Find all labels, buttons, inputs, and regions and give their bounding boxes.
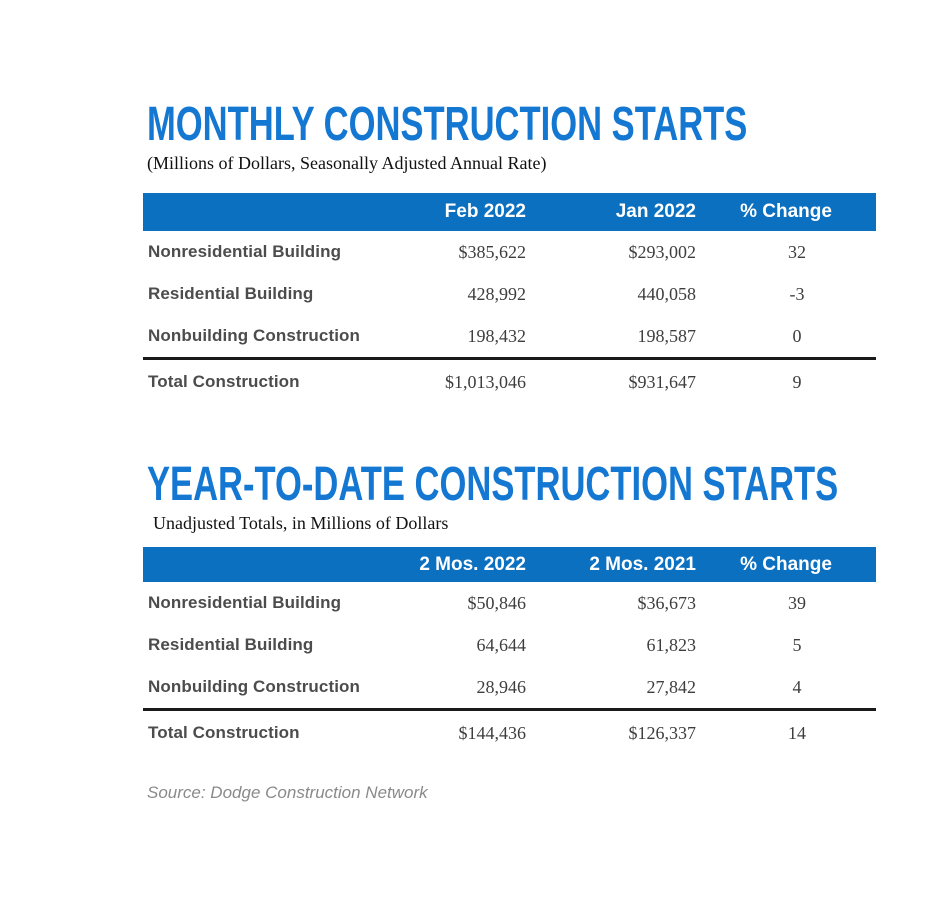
column-header-2mos-2022: 2 Mos. 2022 bbox=[419, 553, 526, 575]
jan-2022-value: 198,587 bbox=[637, 325, 696, 346]
table-row bbox=[143, 231, 876, 273]
pct-change-total: 14 bbox=[788, 722, 806, 743]
row-label: Nonresidential Building bbox=[148, 242, 342, 261]
2mos-2022-value: 28,946 bbox=[476, 676, 526, 697]
pct-change-value: 0 bbox=[792, 325, 802, 346]
table-row bbox=[143, 666, 876, 708]
column-header-pct-change: % Change bbox=[740, 553, 832, 575]
feb-2022-value: $385,622 bbox=[458, 241, 526, 262]
source-attribution: Source: Dodge Construction Network bbox=[147, 783, 428, 802]
row-label: Nonbuilding Construction bbox=[148, 326, 361, 345]
2mos-2022-value: 64,644 bbox=[476, 634, 526, 655]
jan-2022-value: 440,058 bbox=[637, 283, 696, 304]
monthly-title: MONTHLY CONSTRUCTION STARTS bbox=[147, 98, 748, 151]
2mos-2022-value: $50,846 bbox=[467, 592, 526, 613]
ytd-starts-section bbox=[143, 460, 903, 755]
report-page bbox=[143, 0, 903, 803]
monthly-table-header bbox=[143, 193, 876, 231]
row-label: Residential Building bbox=[148, 284, 314, 303]
pct-change-value: -3 bbox=[789, 283, 805, 304]
ytd-subtitle: Unadjusted Totals, in Millions of Dollars bbox=[153, 513, 449, 533]
pct-change-value: 39 bbox=[788, 592, 806, 613]
2mos-2021-total: $126,337 bbox=[628, 722, 696, 743]
monthly-starts-section bbox=[143, 100, 903, 404]
feb-2022-total: $1,013,046 bbox=[445, 371, 526, 392]
ytd-title: YEAR-TO-DATE CONSTRUCTION STARTS bbox=[147, 458, 839, 511]
ytd-table bbox=[143, 547, 876, 755]
feb-2022-value: 198,432 bbox=[467, 325, 526, 346]
table-row bbox=[143, 582, 876, 624]
row-label: Residential Building bbox=[148, 635, 314, 654]
2mos-2021-value: 61,823 bbox=[646, 634, 696, 655]
2mos-2022-total: $144,436 bbox=[458, 722, 526, 743]
row-label: Nonbuilding Construction bbox=[148, 677, 361, 696]
column-header-pct-change: % Change bbox=[740, 201, 832, 222]
table-row bbox=[143, 273, 876, 315]
total-label: Total Construction bbox=[148, 372, 300, 391]
jan-2022-total: $931,647 bbox=[628, 371, 696, 392]
total-label: Total Construction bbox=[148, 723, 300, 742]
pct-change-total: 9 bbox=[792, 371, 802, 392]
feb-2022-value: 428,992 bbox=[467, 283, 526, 304]
monthly-table bbox=[143, 193, 876, 404]
table-row bbox=[143, 624, 876, 666]
ytd-table-header bbox=[143, 547, 876, 582]
total-row bbox=[143, 708, 876, 755]
pct-change-value: 5 bbox=[792, 634, 802, 655]
pct-change-value: 32 bbox=[788, 241, 806, 262]
monthly-subtitle: (Millions of Dollars, Seasonally Adjusted Annual Rate) bbox=[147, 153, 547, 173]
total-row bbox=[143, 357, 876, 404]
2mos-2021-value: $36,673 bbox=[637, 592, 696, 613]
column-header-feb-2022: Feb 2022 bbox=[444, 201, 526, 222]
jan-2022-value: $293,002 bbox=[628, 241, 696, 262]
2mos-2021-value: 27,842 bbox=[646, 676, 696, 697]
table-row bbox=[143, 315, 876, 357]
row-label: Nonresidential Building bbox=[148, 593, 342, 612]
pct-change-value: 4 bbox=[792, 676, 802, 697]
column-header-jan-2022: Jan 2022 bbox=[615, 201, 696, 222]
column-header-2mos-2021: 2 Mos. 2021 bbox=[589, 553, 696, 575]
